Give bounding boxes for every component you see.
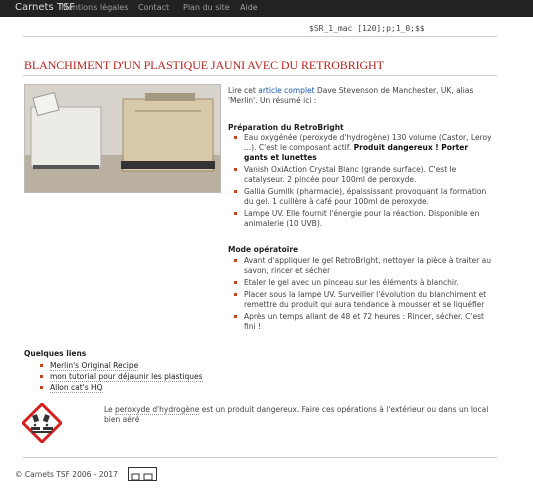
prep-list (228, 133, 493, 231)
bullet-icon (40, 386, 43, 389)
footer-badge-icon (128, 467, 157, 481)
mode-heading: Mode opératoire (228, 245, 299, 254)
page-title: BLANCHIMENT D'UN PLASTIQUE JAUNI AVEC DU RETROBRIGHT (24, 58, 384, 72)
link-allon-cat[interactable]: Allon cat's HQ (50, 383, 103, 392)
bullet-icon (234, 212, 237, 215)
links-list (24, 360, 203, 393)
divider-footer (23, 457, 497, 458)
danger-warning: Produit dangereux ! Porter gants et lunettes (244, 143, 469, 162)
list-item-text: Placer sous la lampe UV. Surveiller l'évolution du blanchiment et remettre du produit qui aura tendance à mousser et se liquéfier (244, 290, 487, 309)
warning-highlight: peroxyde d'hydrogène (115, 405, 200, 414)
article-photo (24, 84, 221, 193)
intro-text-before: Lire cet (228, 86, 259, 95)
copyright: © Carnets TSF 2006 - 2017 (15, 470, 118, 479)
warning-text-before: Le (104, 405, 116, 414)
link-merlin-recipe[interactable]: Merlin's Original Recipe (50, 361, 139, 370)
intro-paragraph (228, 86, 490, 106)
bullet-icon (40, 364, 43, 367)
divider-title (23, 75, 497, 76)
warning-text-after: est un produit dangereux. Faire ces opérations à l'extérieur ou dans un local bien aéré (104, 405, 489, 424)
list-item (228, 290, 493, 310)
article-link[interactable]: article complet (258, 86, 315, 95)
brand-link[interactable]: Carnets TSF (15, 2, 76, 13)
links-heading: Quelques liens (24, 349, 87, 358)
bullet-icon (234, 259, 237, 262)
divider-top (23, 36, 497, 37)
list-item-text: Etaler le gel avec un pinceau sur les éléments à blanchir. (244, 278, 459, 287)
list-item (228, 312, 493, 332)
intro-text-after: Dave Stevenson de Manchester, UK, alias 'Merlin'. Un résumé ici : (228, 86, 474, 105)
list-item-text: Eau oxygénée (peroxyde d'hydrogène) 130 volume (Castor, Leroy ...). C'est le composant actif. (244, 133, 492, 152)
bullet-icon (234, 293, 237, 296)
list-item-text: Après un temps allant de 48 et 72 heures : Rincer, sécher. C'est fini ! (244, 312, 484, 331)
list-item (24, 360, 203, 371)
bullet-icon (40, 375, 43, 378)
list-item-text: Lampe UV. Elle fournit l'énergie pour la réaction. Disponible en animalerie (10 UVB). (244, 209, 480, 228)
list-item (228, 187, 493, 207)
nav-item-plan[interactable]: Plan du site (183, 3, 230, 12)
bullet-icon (234, 136, 237, 139)
list-item-text: Avant d'appliquer le gel RetroBright, nettoyer la pièce à traiter au savon, rincer et sécher (244, 256, 491, 275)
prep-heading: Préparation du RetroBright (228, 123, 344, 132)
code-line: $SR_1_mac [120];p;1_0;$$ (309, 24, 425, 33)
warning-paragraph (104, 405, 499, 425)
mode-list (228, 256, 493, 334)
bullet-icon (234, 281, 237, 284)
list-item (228, 133, 493, 163)
list-item (228, 256, 493, 276)
top-navbar (0, 0, 533, 17)
nav-item-mentions[interactable]: Mentions légales (61, 3, 129, 12)
nav-item-aide[interactable]: Aide (240, 3, 258, 12)
nav-item-contact[interactable]: Contact (138, 3, 170, 12)
bullet-icon (234, 168, 237, 171)
list-item (228, 165, 493, 185)
list-item (228, 209, 493, 229)
list-item (228, 278, 493, 288)
link-tutorial[interactable]: mon tutorial pour déjaunir les plastiques (50, 372, 203, 381)
hazard-corrosive-icon (22, 403, 62, 443)
list-item (24, 371, 203, 382)
bullet-icon (234, 315, 237, 318)
bullet-icon (234, 190, 237, 193)
list-item (24, 382, 203, 393)
list-item-text: Gallia Gumilk (pharmacie), épaississant provoquant la formation du gel. 1 cuillère à café pour 100ml de peroxyde. (244, 187, 487, 206)
list-item-text: Vanish OxiAction Crystal Blanc (grande surface). C'est le catalyseur. 2 pincée pour 100ml de peroxyde. (244, 165, 457, 184)
